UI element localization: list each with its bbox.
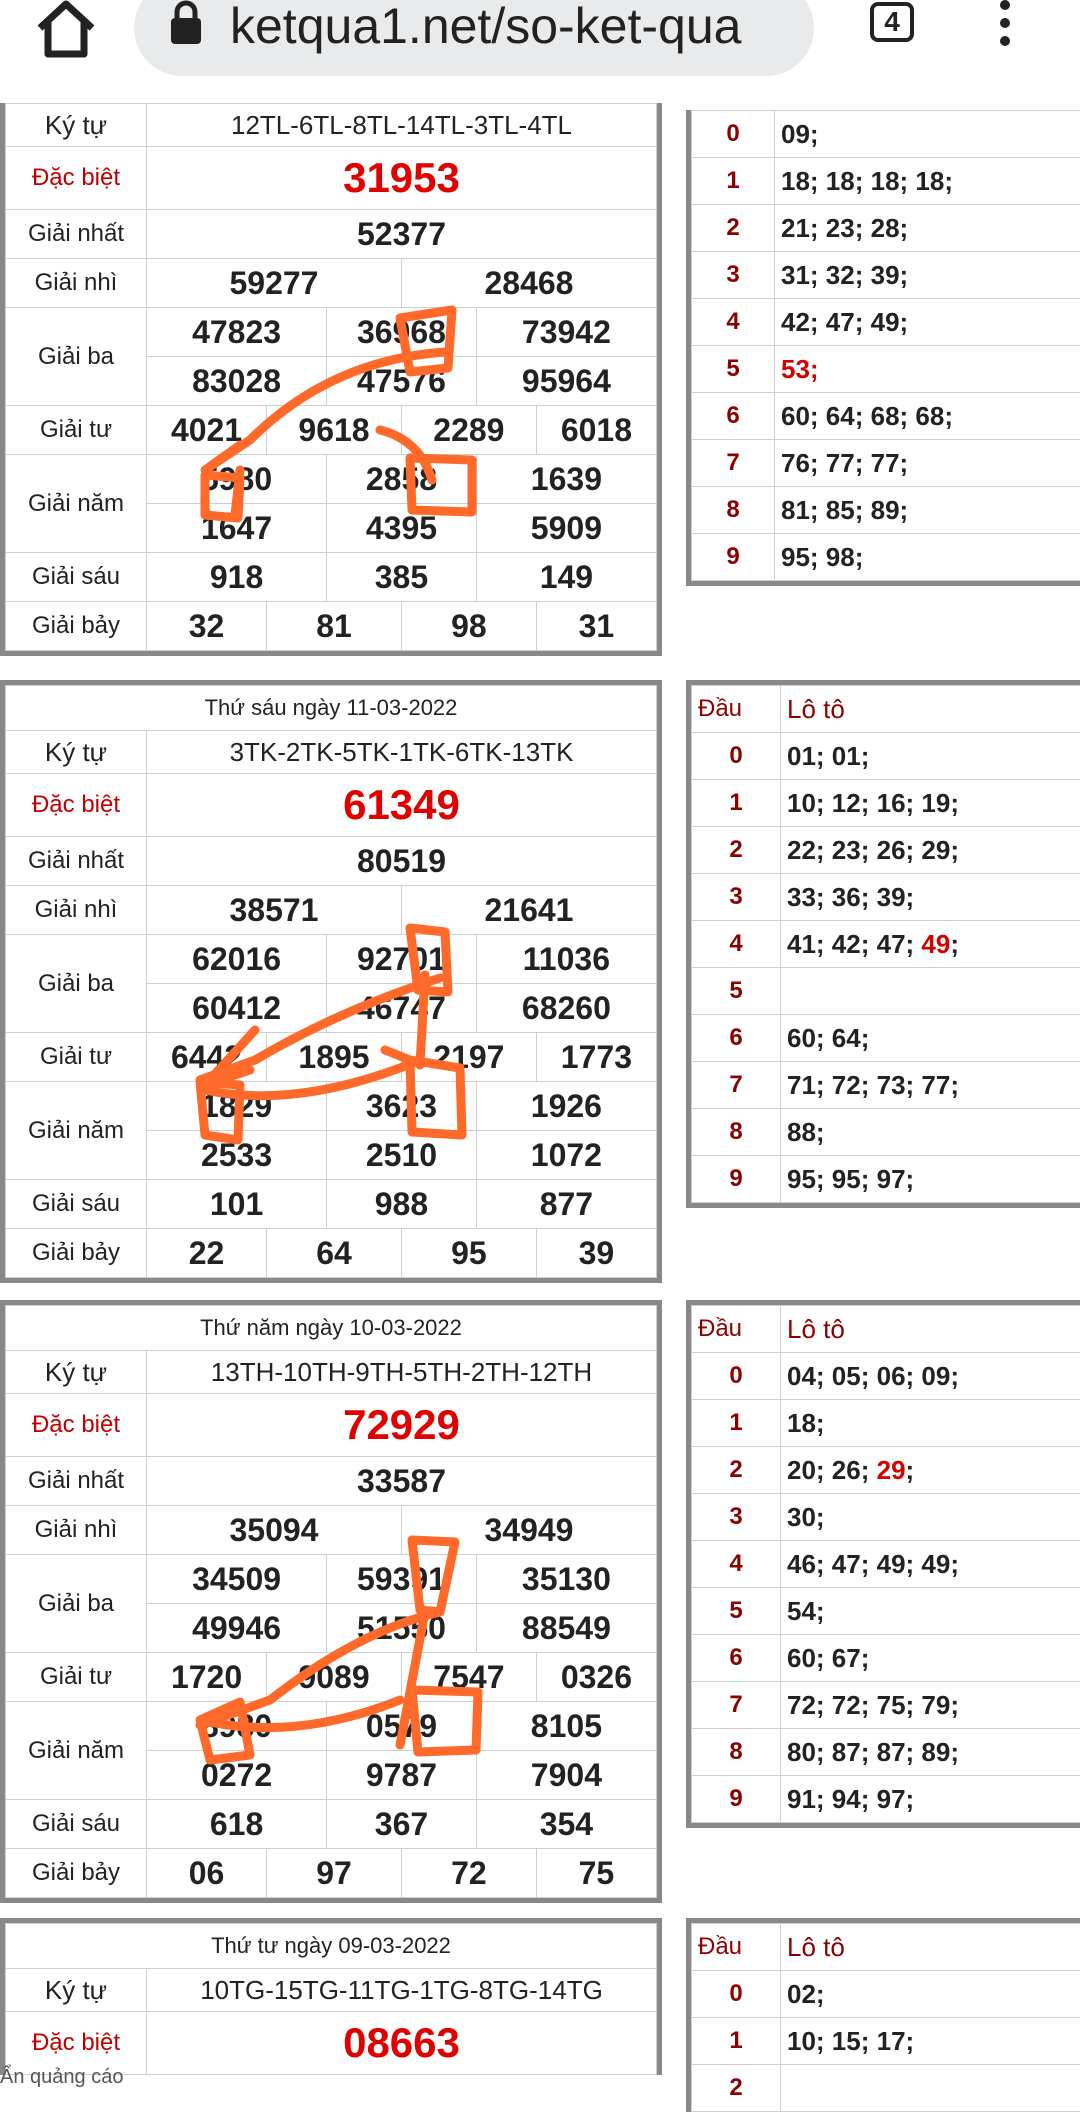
loto-row: 10; 15; 17; (781, 2018, 1080, 2065)
fifth-prize: 0272 (147, 1751, 327, 1800)
loto-row (781, 968, 1080, 1015)
label-giai-tu: Giải tư (6, 1653, 147, 1702)
label-ky-tu: Ký tự (6, 104, 147, 147)
sixth-prize: 367 (327, 1800, 477, 1849)
label-giai-sau: Giải sáu (6, 1800, 147, 1849)
sixth-prize: 988 (327, 1180, 477, 1229)
third-prize: 47576 (327, 357, 477, 406)
fourth-prize: 7547 (401, 1653, 536, 1702)
loto-row: 31; 32; 39; (775, 252, 1080, 299)
loto-row: 60; 64; (781, 1015, 1080, 1062)
sixth-prize: 101 (147, 1180, 327, 1229)
loto-row: 80; 87; 87; 89; (781, 1729, 1080, 1776)
fourth-prize: 4021 (147, 406, 267, 455)
label-dac-biet: Đặc biệt (6, 1394, 147, 1457)
seventh-prize: 39 (536, 1229, 656, 1278)
result-panel-2 (0, 680, 662, 1283)
third-prize: 46747 (327, 984, 477, 1033)
second-prize: 21641 (401, 886, 656, 935)
fourth-prize: 1720 (147, 1653, 267, 1702)
loto-row: 88; (781, 1109, 1080, 1156)
special-prize: 72929 (147, 1394, 657, 1457)
third-prize: 62016 (147, 935, 327, 984)
sixth-prize: 918 (147, 553, 327, 602)
third-prize: 88549 (476, 1604, 656, 1653)
loto-header: Lô tô (781, 1924, 1080, 1971)
result-panel-4 (0, 1918, 662, 2075)
loto-row: 76; 77; 77; (775, 440, 1080, 487)
fifth-prize: 3623 (327, 1082, 477, 1131)
third-prize: 51550 (327, 1604, 477, 1653)
ky-tu-value: 12TL-6TL-8TL-14TL-3TL-4TL (147, 104, 657, 147)
label-giai-nhi: Giải nhì (6, 1506, 147, 1555)
fourth-prize: 9618 (267, 406, 402, 455)
special-prize: 31953 (147, 147, 657, 210)
fifth-prize: 1639 (476, 455, 656, 504)
fifth-prize: 1829 (147, 1082, 327, 1131)
fifth-prize: 1926 (476, 1082, 656, 1131)
second-prize: 59277 (147, 259, 402, 308)
label-giai-nam: Giải năm (6, 1082, 147, 1180)
third-prize: 49946 (147, 1604, 327, 1653)
loto-row: 02; (781, 1971, 1080, 2018)
third-prize: 92701 (327, 935, 477, 984)
sixth-prize: 385 (327, 553, 477, 602)
loto-row: 72; 72; 75; 79; (781, 1682, 1080, 1729)
loto-panel-1: 0 09; 1 18; 18; 18; 18; 2 21; 23; 28; 3 31; 32; 39; 4 42; 47; 49; 5 53; 6 60; 64; 68; 68; 7 76; 77; 77; 8 81; 85; 89; 9 95; 98; (686, 110, 1080, 586)
fifth-prize: 2858 (327, 455, 477, 504)
loto-row: 91; 94; 97; (781, 1776, 1080, 1823)
special-prize: 08663 (147, 2012, 657, 2075)
loto-row: 20; 26; 29; (781, 1447, 1080, 1494)
first-prize: 33587 (147, 1457, 657, 1506)
loto-row: 41; 42; 47; 49; (781, 921, 1080, 968)
seventh-prize: 95 (401, 1229, 536, 1278)
label-ky-tu: Ký tự (6, 731, 147, 774)
loto-row: 95; 95; 97; (781, 1156, 1080, 1203)
draw-date: Thứ sáu ngày 11-03-2022 (6, 686, 657, 731)
fifth-prize: 2510 (327, 1131, 477, 1180)
sixth-prize: 618 (147, 1800, 327, 1849)
seventh-prize: 32 (147, 602, 267, 651)
fifth-prize: 2533 (147, 1131, 327, 1180)
label-giai-nam: Giải năm (6, 455, 147, 553)
loto-row-key: 2 (692, 2065, 781, 2112)
label-dac-biet: Đặc biệt (6, 147, 147, 210)
sixth-prize: 877 (476, 1180, 656, 1229)
menu-icon[interactable] (995, 0, 1015, 50)
label-giai-bay: Giải bảy (6, 602, 147, 651)
first-prize: 52377 (147, 210, 657, 259)
label-giai-nam: Giải năm (6, 1702, 147, 1800)
loto-row: 54; (781, 1588, 1080, 1635)
label-giai-tu: Giải tư (6, 406, 147, 455)
loto-row: 60; 67; (781, 1635, 1080, 1682)
third-prize: 73942 (476, 308, 656, 357)
label-giai-nhat: Giải nhất (6, 210, 147, 259)
loto-row: 95; 98; (775, 534, 1080, 581)
label-dac-biet: Đặc biệt (6, 774, 147, 837)
third-prize: 11036 (476, 935, 656, 984)
loto-row: 09; (775, 111, 1080, 158)
draw-date: Thứ tư ngày 09-03-2022 (6, 1924, 657, 1969)
second-prize: 34949 (401, 1506, 656, 1555)
label-giai-nhi: Giải nhì (6, 259, 147, 308)
hide-ads-link[interactable]: Ẩn quảng cáo (0, 2066, 123, 2089)
second-prize: 35094 (147, 1506, 402, 1555)
label-dac-biet: Đặc biệt (6, 2012, 147, 2075)
third-prize: 68260 (476, 984, 656, 1033)
loto-header: Lô tô (781, 686, 1080, 733)
sixth-prize: 354 (476, 1800, 656, 1849)
dau-header: Đầu (692, 1306, 781, 1353)
result-panel-1 (0, 103, 662, 656)
first-prize: 80519 (147, 837, 657, 886)
label-giai-nhi: Giải nhì (6, 886, 147, 935)
label-ky-tu: Ký tự (6, 1969, 147, 2012)
fifth-prize: 1647 (147, 504, 327, 553)
loto-row: 53; (775, 346, 1080, 393)
fourth-prize: 6018 (536, 406, 656, 455)
home-icon[interactable] (30, 0, 102, 60)
label-giai-bay: Giải bảy (6, 1229, 147, 1278)
draw-date: Thứ năm ngày 10-03-2022 (6, 1306, 657, 1351)
label-giai-ba: Giải ba (6, 935, 147, 1033)
fifth-prize: 0579 (327, 1702, 477, 1751)
fourth-prize: 1773 (536, 1033, 656, 1082)
seventh-prize: 81 (267, 602, 402, 651)
seventh-prize: 64 (267, 1229, 402, 1278)
ky-tu-value: 13TH-10TH-9TH-5TH-2TH-12TH (147, 1351, 657, 1394)
dau-header: Đầu (692, 686, 781, 733)
loto-row: 46; 47; 49; 49; (781, 1541, 1080, 1588)
third-prize: 35130 (476, 1555, 656, 1604)
second-prize: 28468 (401, 259, 656, 308)
loto-panel-4: Đầu Lô tô 0 02; 1 10; 15; 17; 2 (686, 1918, 1080, 2112)
third-prize: 59391 (327, 1555, 477, 1604)
loto-panel-2: Đầu Lô tô 0 01; 01; 1 10; 12; 16; 19; 2 22; 23; 26; 29; 3 33; 36; 39; 4 41; 42; 47; 49; 5 6 60; 64; 7 71; 72; 73; 77; 8 88; 9 95; 95; 97; (686, 680, 1080, 1208)
fifth-prize: 7904 (476, 1751, 656, 1800)
third-prize: 36968 (327, 308, 477, 357)
fifth-prize: 5909 (476, 504, 656, 553)
fifth-prize: 9787 (327, 1751, 477, 1800)
fifth-prize: 1072 (476, 1131, 656, 1180)
lock-icon (168, 0, 204, 48)
seventh-prize: 06 (147, 1849, 267, 1898)
label-giai-ba: Giải ba (6, 308, 147, 406)
seventh-prize: 97 (267, 1849, 402, 1898)
fifth-prize: 5980 (147, 455, 327, 504)
fourth-prize: 2197 (401, 1033, 536, 1082)
label-ky-tu: Ký tự (6, 1351, 147, 1394)
label-giai-tu: Giải tư (6, 1033, 147, 1082)
seventh-prize: 98 (401, 602, 536, 651)
loto-row: 21; 23; 28; (775, 205, 1080, 252)
dau-header: Đầu (692, 1924, 781, 1971)
special-prize: 61349 (147, 774, 657, 837)
fourth-prize: 1895 (267, 1033, 402, 1082)
label-giai-sau: Giải sáu (6, 553, 147, 602)
fourth-prize: 9089 (267, 1653, 402, 1702)
loto-row: 42; 47; 49; (775, 299, 1080, 346)
label-giai-sau: Giải sáu (6, 1180, 147, 1229)
tab-count-button[interactable]: 4 (870, 2, 914, 42)
label-giai-ba: Giải ba (6, 1555, 147, 1653)
fifth-prize: 8980 (147, 1702, 327, 1751)
result-panel-3 (0, 1300, 662, 1903)
third-prize: 47823 (147, 308, 327, 357)
third-prize: 60412 (147, 984, 327, 1033)
third-prize: 34509 (147, 1555, 327, 1604)
fifth-prize: 8105 (476, 1702, 656, 1751)
fifth-prize: 4395 (327, 504, 477, 553)
third-prize: 95964 (476, 357, 656, 406)
third-prize: 83028 (147, 357, 327, 406)
loto-row: 81; 85; 89; (775, 487, 1080, 534)
loto-row: 60; 64; 68; 68; (775, 393, 1080, 440)
seventh-prize: 31 (536, 602, 656, 651)
seventh-prize: 72 (401, 1849, 536, 1898)
ky-tu-value: 3TK-2TK-5TK-1TK-6TK-13TK (147, 731, 657, 774)
url-text[interactable]: ketqua1.net/so-ket-qua (230, 0, 741, 52)
loto-row: 30; (781, 1494, 1080, 1541)
loto-row: 22; 23; 26; 29; (781, 827, 1080, 874)
loto-row: 01; 01; (781, 733, 1080, 780)
loto-row: 18; (781, 1400, 1080, 1447)
label-giai-nhat: Giải nhất (6, 837, 147, 886)
fourth-prize: 2289 (401, 406, 536, 455)
fourth-prize: 6442 (147, 1033, 267, 1082)
loto-row: 10; 12; 16; 19; (781, 780, 1080, 827)
fourth-prize: 0326 (536, 1653, 656, 1702)
loto-panel-3: Đầu Lô tô 0 04; 05; 06; 09; 1 18; 2 20; 26; 29; 3 30; 4 46; 47; 49; 49; 5 54; 6 60; 67; 7 72; 72; 75; 79; 8 80; 87; 87; 89; 9 91; 94; 97; (686, 1300, 1080, 1828)
seventh-prize: 22 (147, 1229, 267, 1278)
loto-row: 71; 72; 73; 77; (781, 1062, 1080, 1109)
second-prize: 38571 (147, 886, 402, 935)
sixth-prize: 149 (476, 553, 656, 602)
browser-toolbar (0, 0, 1080, 80)
label-giai-bay: Giải bảy (6, 1849, 147, 1898)
loto-row: 04; 05; 06; 09; (781, 1353, 1080, 1400)
label-giai-nhat: Giải nhất (6, 1457, 147, 1506)
loto-row: 18; 18; 18; 18; (775, 158, 1080, 205)
loto-row: 33; 36; 39; (781, 874, 1080, 921)
loto-header: Lô tô (781, 1306, 1080, 1353)
ky-tu-value: 10TG-15TG-11TG-1TG-8TG-14TG (147, 1969, 657, 2012)
seventh-prize: 75 (536, 1849, 656, 1898)
